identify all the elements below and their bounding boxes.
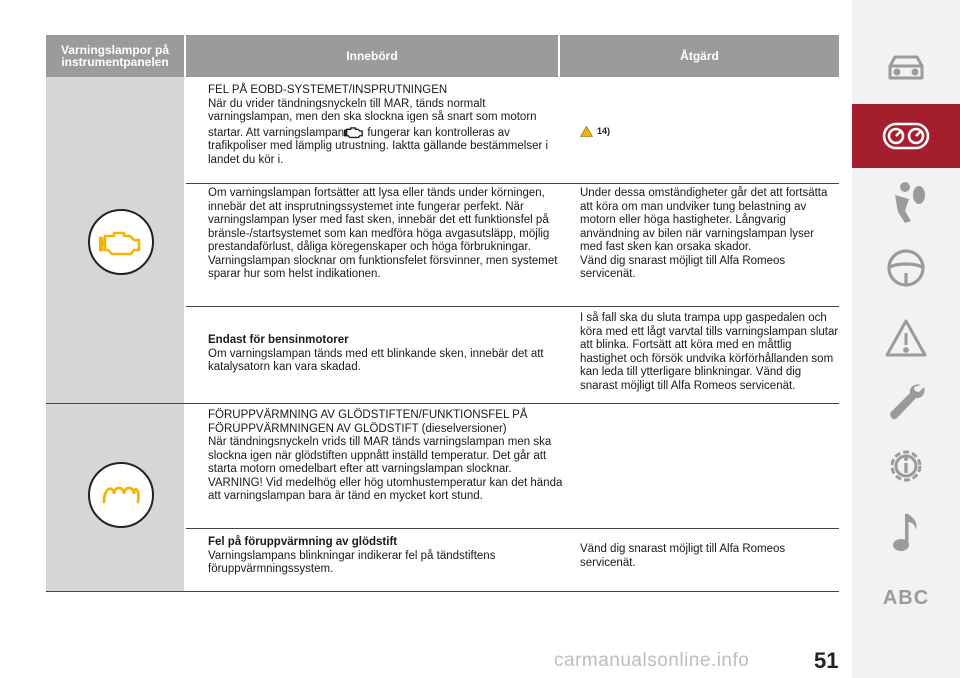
warning-triangle-icon[interactable] <box>852 306 960 370</box>
header-meaning: Innebörd <box>186 35 558 77</box>
warning-lamp-table <box>46 35 839 592</box>
ref-number: 14) <box>597 126 611 136</box>
lamp-cell <box>46 404 184 591</box>
eobd-title: FEL PÅ EOBD-SYSTEMET/INSPRUTNINGEN <box>208 84 448 96</box>
abc-index[interactable] <box>852 566 960 630</box>
music-note-icon[interactable] <box>852 500 960 564</box>
glow-plug-icon <box>88 462 154 528</box>
glow-title: FÖRUPPVÄRMNING AV GLÖDSTIFTEN/FUNKTIONSFEL PÅ FÖRUPPVÄRMNINGEN AV GLÖDSTIFT (dieselversioner) <box>208 409 528 435</box>
row-glow-fault <box>186 528 839 591</box>
row-injection-fault <box>186 183 839 306</box>
lamp-cell <box>46 77 184 403</box>
chapter-sidebar <box>852 0 960 678</box>
injection-text: Om varningslampan fortsätter att lysa eller tänds under körningen, innebär det att insprutningssystemet inte fungerar perfekt. När varningslampan lyser med fast sken, innebär det ett funktionsfel på bränsle-/startsystemet som kan medföra höga avgasutsläpp, möjlig prestandaförlust, dåliga köregenskaper och höga förbrukningar. <box>208 187 550 253</box>
wrench-icon[interactable] <box>852 370 960 434</box>
glow-text-2: VARNING! Vid medelhög eller hög utomhustemperatur kan det hända att varningslampan bara är tänd en mycket kort stund. <box>208 476 563 502</box>
eobd-text-b: fungerar kan kontrolleras av trafikpoliser med lämplig utrustning. Iaktta gällande bestämmelser i landet du kör i. <box>208 126 549 166</box>
glow-text: När tändningsnyckeln vrids till MAR tänds varningslampan men ska slockna igen när glödstiften uppnått inställd temperatur. Det går att starta motorn omedelbart efter att varningslampan slocknar. <box>208 436 552 475</box>
injection-action-2: Vänd dig snarast möjligt till Alfa Romeos servicenät. <box>580 254 786 280</box>
petrol-text: Om varningslampan tänds med ett blinkande sken, innebär det att katalysatorn kan vara skadad. <box>208 347 544 373</box>
petrol-action: I så fall ska du sluta trampa upp gaspedalen och köra med ett lågt varvtal tills varningslampan slutar att blinka. Fortsätt att köra med en måttlig hastighet och försök undvika körförhållanden som kan leda till ytterligare blinkningar. Vänd dig snarast möjligt till Alfa Romeos servicenät. <box>580 312 839 392</box>
airbag-person-icon[interactable] <box>852 170 960 234</box>
steering-wheel-icon[interactable] <box>852 236 960 300</box>
injection-text-2: Varningslampan slocknar om funktionsfelet försvinner, men systemet sparar hur som helst indikationen. <box>208 254 558 280</box>
row-petrol-only <box>186 306 839 403</box>
header-lamps: Varningslampor på instrumentpanelen <box>46 35 184 77</box>
row-glow-preheat <box>186 404 839 528</box>
page-number: 51 <box>814 648 839 673</box>
watermark: carmanualsonline.info <box>554 650 750 671</box>
eobd-text-a: När du vrider tändningsnyckeln till MAR, tänds normalt varningslampan, men den ska slockna igen så snart som motorn startar. Att varningslampan <box>208 97 537 139</box>
dashboard-icon[interactable] <box>852 104 960 168</box>
petrol-title: Endast för bensinmotorer <box>208 334 349 346</box>
glow-fault-title: Fel på föruppvärmning av glödstift <box>208 536 398 548</box>
group-engine-check <box>46 77 839 404</box>
table-header <box>46 35 839 77</box>
warning-triangle-icon <box>580 126 593 137</box>
row-eobd <box>186 77 839 183</box>
car-icon[interactable] <box>852 36 960 100</box>
gear-info-icon[interactable] <box>852 434 960 498</box>
injection-action: Under dessa omständigheter går det att fortsätta att köra om man undviker tung belastning av motorn eller höga hastigheter. Långvarig användning av bilen när varningslampan lyser med fast sken kan orsaka skador. <box>580 187 828 253</box>
glow-fault-text: Varningslampans blinkningar indikerar fel på tändstiftens föruppvärmningssystem. <box>208 549 496 575</box>
abc-label: ABC <box>882 586 930 609</box>
header-action: Åtgärd <box>560 35 839 77</box>
group-glow-plug <box>46 404 839 592</box>
engine-check-icon <box>88 209 154 275</box>
engine-inline-icon <box>344 125 364 139</box>
glow-fault-action: Vänd dig snarast möjligt till Alfa Romeos servicenät. <box>580 543 786 569</box>
